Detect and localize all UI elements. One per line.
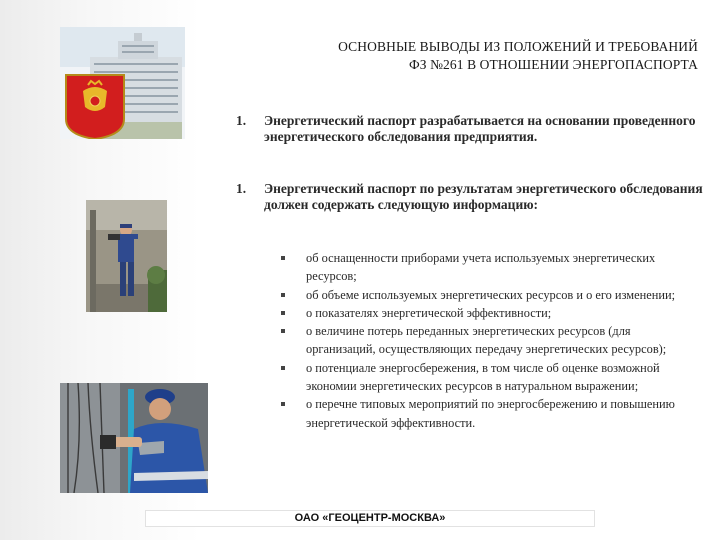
list-item-text: об объеме используемых энергетических ресурсов и о его изменении; <box>306 287 676 302</box>
square-bullet-icon <box>281 402 285 406</box>
list-item-text: о потенциале энергосбережения, в том числе об оценке возможной экономии энергетических ресурсов в натуральном выражении; <box>306 360 660 394</box>
numbered-point-2 <box>236 181 706 212</box>
slide-title-line-2: ФЗ №261 В ОТНОШЕНИИ ЭНЕРГОПАСПОРТА <box>408 57 698 72</box>
list-item <box>281 286 701 304</box>
list-item <box>281 322 701 359</box>
square-bullet-icon <box>281 256 285 260</box>
square-bullet-icon <box>281 329 285 333</box>
list-item-text: о величине потерь переданных энергетических ресурсов (для организаций, осуществляющих передачу энергетических ресурсов); <box>306 324 667 357</box>
slide-title <box>212 38 698 74</box>
list-item <box>281 304 701 322</box>
list-item-text: о показателях энергетической эффективности; <box>306 305 552 320</box>
square-bullet-icon <box>281 293 285 297</box>
list-item-text: об оснащенности приборами учета используемых энергетических ресурсов; <box>306 251 656 284</box>
list-item-text: о перечне типовых мероприятий по энергосбережению и повышению энергетической эффективности. <box>306 397 675 430</box>
slide-title-line-1: ОСНОВНЫЕ ВЫВОДЫ ИЗ ПОЛОЖЕНИЙ И ТРЕБОВАНИЙ <box>338 39 698 54</box>
company-footer: ОАО «ГЕОЦЕНТР-МОСКВА» <box>145 510 595 527</box>
point-number: 1. <box>236 113 247 128</box>
list-item <box>281 249 701 286</box>
list-item <box>281 395 701 432</box>
worker-with-meter-photo <box>86 200 167 312</box>
point-text: Энергетический паспорт разрабатывается на основании проведенного энергетического обследования предприятия. <box>264 113 696 144</box>
square-bullet-icon <box>281 311 285 315</box>
numbered-point-1 <box>236 113 706 144</box>
point-number: 1. <box>236 181 247 196</box>
passport-info-list <box>281 249 701 432</box>
government-building-photo <box>60 27 185 139</box>
point-text: Энергетический паспорт по результатам энергетического обследования должен содержать следующую информацию: <box>264 181 703 212</box>
engineer-at-panel-photo <box>60 383 208 493</box>
square-bullet-icon <box>281 366 285 370</box>
list-item <box>281 359 701 396</box>
